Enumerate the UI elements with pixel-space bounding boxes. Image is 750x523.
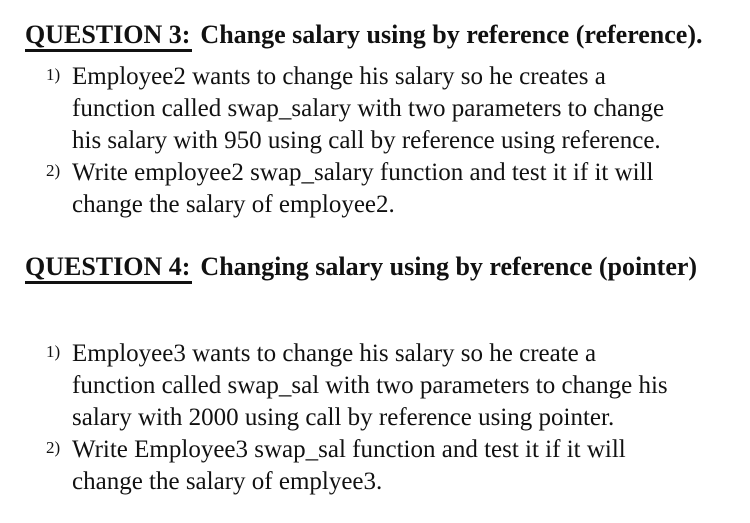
- question-4-list: [25, 338, 732, 498]
- item-text-line: Write employee2 swap_salary function and test it if it will: [72, 159, 654, 186]
- item-text-line: Write Employee3 swap_sal function and test it if it will: [72, 436, 626, 463]
- item-text-line: Employee2 wants to change his salary so he creates a: [72, 63, 606, 90]
- question-4-section: [25, 251, 732, 498]
- item-number: 2): [46, 438, 61, 457]
- item-text-line: function called swap_salary with two parameters to change: [72, 95, 665, 122]
- item-text-line: change the salary of employee2.: [72, 191, 395, 218]
- list-item: [25, 338, 732, 434]
- item-text-line: function called swap_sal with two parameters to change his: [72, 372, 668, 399]
- item-number: 2): [46, 161, 61, 180]
- question-3-list: [25, 61, 732, 221]
- list-item: [25, 61, 732, 157]
- item-text-line: Employee3 wants to change his salary so he create a: [72, 340, 597, 367]
- item-text-line: salary with 2000 using call by reference using pointer.: [72, 404, 615, 431]
- list-item: [25, 434, 732, 498]
- item-text-line: change the salary of emplyee3.: [72, 468, 383, 495]
- item-number: 1): [46, 342, 61, 361]
- question-3-label: QUESTION 3:: [25, 20, 192, 52]
- question-3-section: [25, 19, 732, 221]
- question-3-title: Change salary using by reference (reference).: [200, 20, 703, 49]
- question-4-label: QUESTION 4:: [25, 252, 192, 284]
- question-4-title: Changing salary using by reference (pointer): [200, 252, 698, 281]
- list-item: [25, 157, 732, 221]
- question-4-heading: [25, 251, 732, 282]
- question-3-heading: [25, 19, 732, 50]
- item-text-line: his salary with 950 using call by reference using reference.: [72, 127, 661, 154]
- item-number: 1): [46, 65, 61, 84]
